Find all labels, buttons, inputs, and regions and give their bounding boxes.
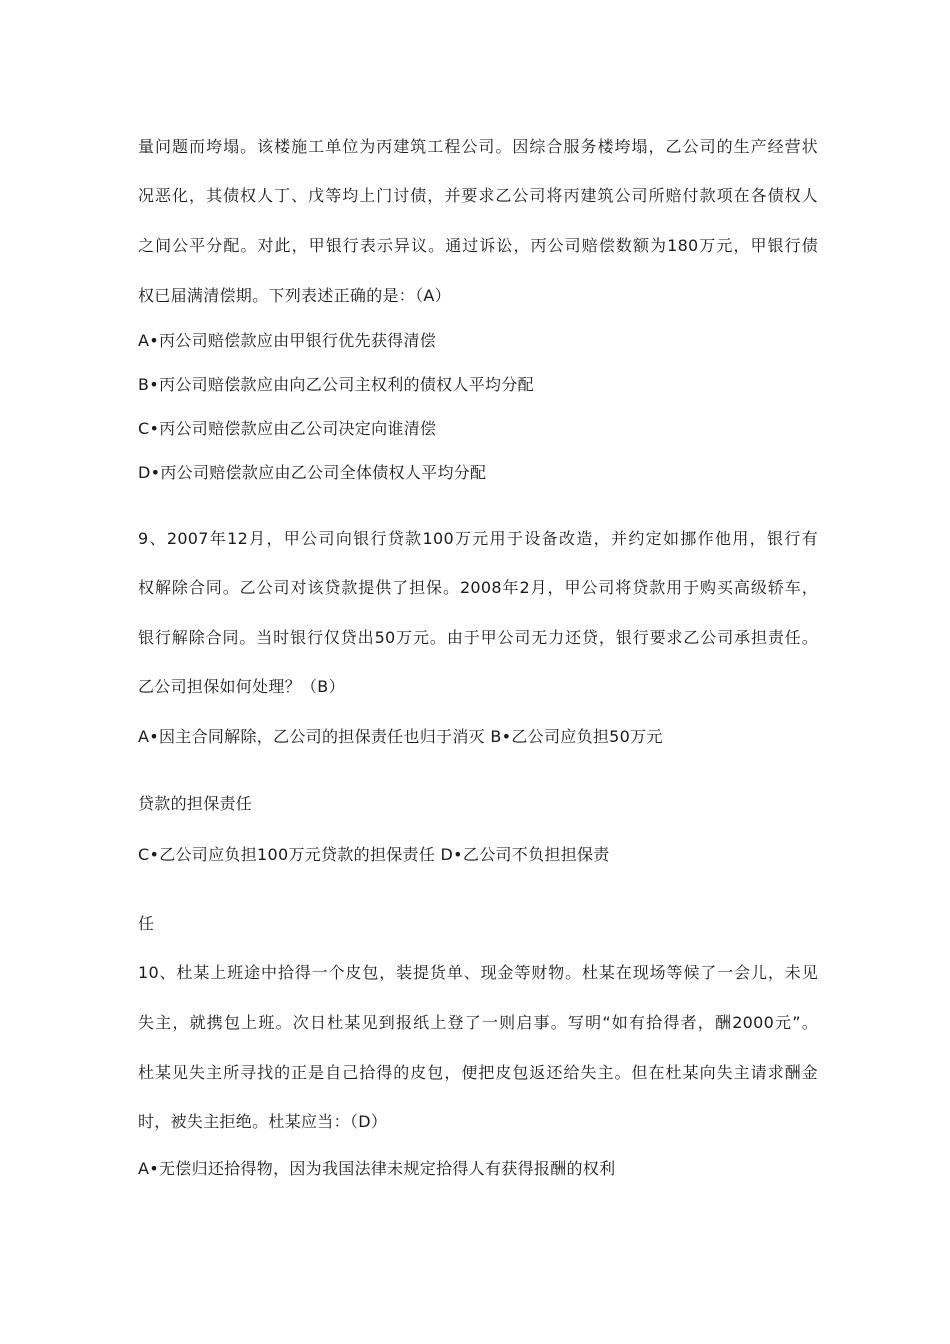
q10-paragraph-line-3: 杜某见失主所寻找的正是自己拾得的皮包，便把皮包返还给失主。但在杜某向失主请求酬金 xyxy=(138,1063,818,1082)
q9-options-ab: A•因主合同解除，乙公司的担保责任也归于消灭 B•乙公司应负担50万元 xyxy=(138,727,663,746)
q9-options-cd: C•乙公司应负担100万元贷款的担保责任 D•乙公司不负担担保责 xyxy=(138,845,610,864)
q9-paragraph-line-3: 银行解除合同。当时银行仅贷出50万元。由于甲公司无力还贷，银行要求乙公司承担责任。 xyxy=(138,628,818,647)
q10-paragraph-line-1: 10、杜某上班途中拾得一个皮包，装提货单、现金等财物。杜某在现场等候了一会儿，未见 xyxy=(138,963,818,982)
q10-paragraph-line-2: 失主，就携包上班。次日杜某见到报纸上登了一则启事。写明“如有拾得者，酬2000元”。 xyxy=(138,1013,818,1032)
q8-option-a: A•丙公司赔偿款应由甲银行优先获得清偿 xyxy=(138,331,437,350)
q9-paragraph-line-2: 权解除合同。乙公司对该贷款提供了担保。2008年2月，甲公司将贷款用于购买高级轿车， xyxy=(138,578,818,597)
q9-paragraph-line-4: 乙公司担保如何处理？（B） xyxy=(138,677,345,696)
q8-paragraph-line-3: 之间公平分配。对此，甲银行表示异议。通过诉讼，丙公司赔偿数额为180万元，甲银行债 xyxy=(138,236,818,255)
q9-options-cd-continued: 任 xyxy=(138,914,155,933)
q8-option-b: B•丙公司赔偿款应由向乙公司主权利的债权人平均分配 xyxy=(138,375,534,394)
q9-options-ab-continued: 贷款的担保责任 xyxy=(138,794,253,813)
q8-paragraph-line-4: 权已届满清偿期。下列表述正确的是：（A） xyxy=(138,286,451,305)
q10-paragraph-line-4: 时，被失主拒绝。杜某应当：（D） xyxy=(138,1112,388,1131)
q8-option-d: D•丙公司赔偿款应由乙公司全体债权人平均分配 xyxy=(138,463,487,482)
q9-paragraph-line-1: 9、2007年12月，甲公司向银行贷款100万元用于设备改造，并约定如挪作他用，银行有 xyxy=(138,529,818,548)
q8-paragraph-line-1: 量问题而垮塌。该楼施工单位为丙建筑工程公司。因综合服务楼垮塌，乙公司的生产经营状 xyxy=(138,137,818,156)
q8-option-c: C•丙公司赔偿款应由乙公司决定向谁清偿 xyxy=(138,419,437,438)
q8-paragraph-line-2: 况恶化，其债权人丁、戊等均上门讨债，并要求乙公司将丙建筑公司所赔付款项在各债权人 xyxy=(138,186,818,205)
q10-option-a: A•无偿归还拾得物，因为我国法律未规定拾得人有获得报酬的权利 xyxy=(138,1159,616,1178)
